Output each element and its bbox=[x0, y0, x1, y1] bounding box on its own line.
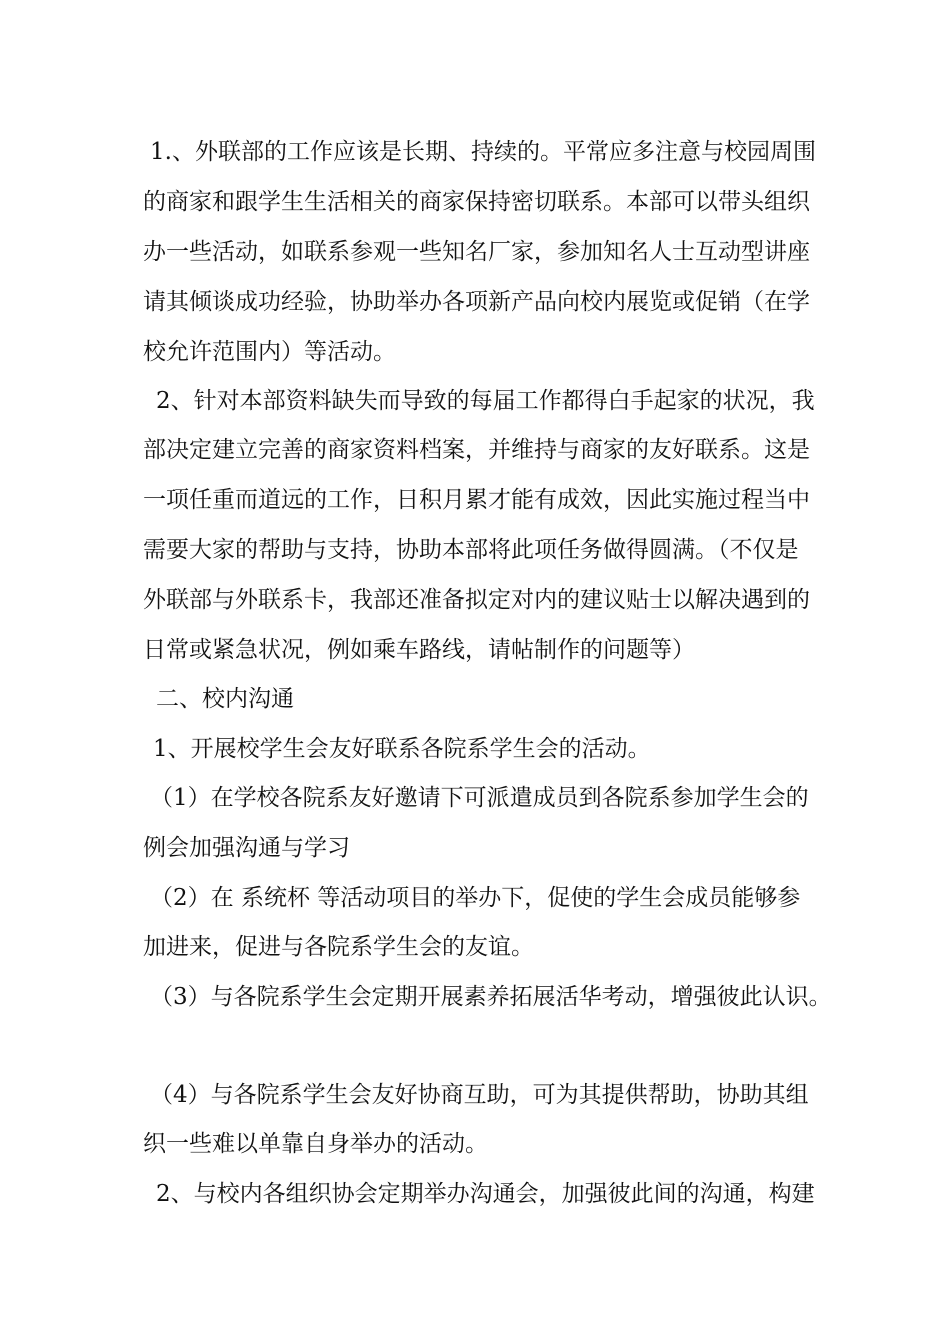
paragraph-line: 加进来，促进与各院系学生会的友谊。 bbox=[143, 934, 534, 960]
paragraph-line: 需要大家的帮助与支持，协助本部将此项任务做得圆满。（不仅是 bbox=[143, 537, 799, 563]
paragraph-line: 办一些活动，如联系参观一些知名厂家，参加知名人士互动型讲座 bbox=[143, 239, 810, 265]
paragraph-line: 外联部与外联系卡，我部还准备拟定对内的建议贴士以解决遇到的 bbox=[143, 587, 810, 613]
paragraph-line: 1.、外联部的工作应该是长期、持续的。平常应多注意与校园周围 bbox=[150, 139, 816, 165]
paragraph-line: 校允许范围内）等活动。 bbox=[143, 339, 396, 365]
section-heading: 二、校内沟通 bbox=[156, 686, 294, 712]
paragraph-line: 例会加强沟通与学习 bbox=[143, 835, 350, 861]
paragraph-line: （2）在 系统杯 等活动项目的举办下，促使的学生会成员能够参 bbox=[150, 885, 801, 911]
paragraph-line: 1、开展校学生会友好联系各院系学生会的活动。 bbox=[153, 736, 651, 762]
paragraph-line: 部决定建立完善的商家资料档案，并维持与商家的友好联系。这是 bbox=[143, 437, 810, 463]
paragraph-line: 的商家和跟学生生活相关的商家保持密切联系。本部可以带头组织 bbox=[143, 189, 810, 215]
paragraph-line: 请其倾谈成功经验，协助举办各项新产品向校内展览或促销（在学 bbox=[143, 289, 810, 315]
paragraph-line: （4）与各院系学生会友好协商互助，可为其提供帮助，协助其组 bbox=[150, 1082, 809, 1108]
paragraph-line: 2、与校内各组织协会定期举办沟通会，加强彼此间的沟通，构建 bbox=[156, 1181, 815, 1207]
paragraph-line: 织一些难以单靠自身举办的活动。 bbox=[143, 1131, 488, 1157]
paragraph-line: 日常或紧急状况，例如乘车路线，请帖制作的问题等） bbox=[143, 637, 695, 663]
paragraph-line: （1）在学校各院系友好邀请下可派遣成员到各院系参加学生会的 bbox=[150, 785, 809, 811]
paragraph-line: 2、针对本部资料缺失而导致的每届工作都得白手起家的状况，我 bbox=[156, 388, 815, 414]
paragraph-line: （3）与各院系学生会定期开展素养拓展活华考动，增强彼此认识。 bbox=[150, 984, 832, 1010]
paragraph-line: 一项任重而道远的工作，日积月累才能有成效，因此实施过程当中 bbox=[143, 487, 810, 513]
